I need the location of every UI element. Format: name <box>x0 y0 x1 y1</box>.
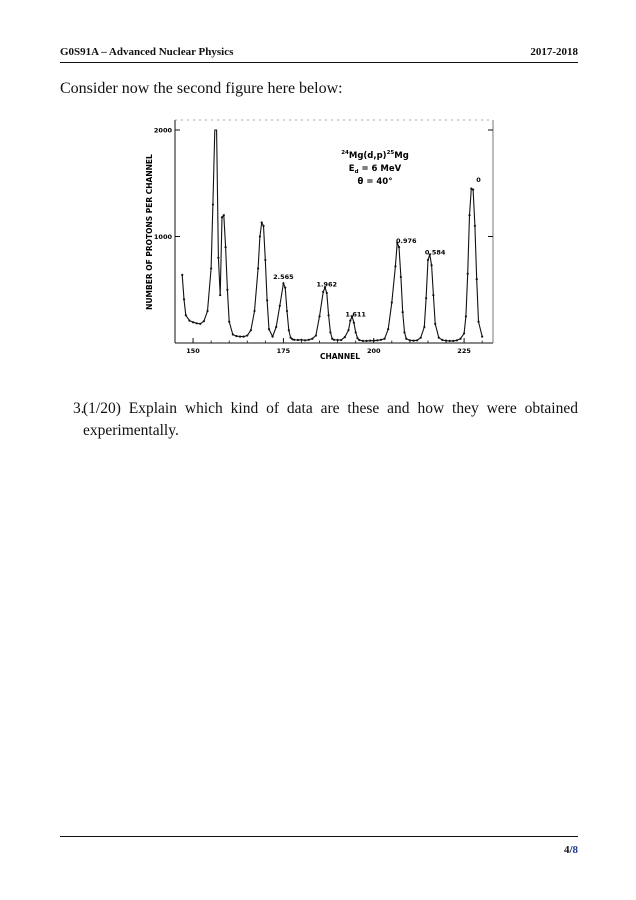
data-point <box>477 321 479 323</box>
data-point <box>188 320 190 322</box>
data-point <box>199 323 201 325</box>
data-point <box>476 278 478 280</box>
data-point <box>275 326 277 328</box>
page-total-link[interactable]: 8 <box>572 844 578 856</box>
peak-label: 0.584 <box>424 248 446 257</box>
x-axis-label: CHANNEL <box>319 352 361 361</box>
question-number: 3. <box>73 400 85 417</box>
data-point <box>329 331 331 333</box>
data-point <box>288 329 290 331</box>
page-header <box>60 44 578 62</box>
data-point <box>472 189 474 191</box>
course-title: G0S91A – Advanced Nuclear Physics <box>60 46 234 58</box>
peak-label: 0.976 <box>395 236 417 245</box>
data-point <box>365 340 367 342</box>
data-point <box>373 340 375 342</box>
footer-rule <box>60 836 578 837</box>
data-point <box>438 337 440 339</box>
data-point <box>246 334 248 336</box>
data-point <box>333 339 335 341</box>
data-point <box>445 340 447 342</box>
data-point <box>212 203 214 205</box>
data-point <box>300 339 302 341</box>
data-point <box>449 340 451 342</box>
peak-label: 0 <box>476 176 481 185</box>
data-point <box>253 310 255 312</box>
page-current: 4/ <box>563 844 573 856</box>
energy-prefix: E <box>348 164 355 174</box>
data-point <box>430 264 432 266</box>
data-point <box>261 222 263 224</box>
data-point <box>206 310 208 312</box>
data-point <box>268 328 270 330</box>
data-point <box>420 337 422 339</box>
data-point <box>224 246 226 248</box>
spectrum-chart <box>130 110 510 380</box>
data-point <box>266 299 268 301</box>
data-point <box>387 328 389 330</box>
peak-label: 1.962 <box>316 280 338 289</box>
reaction-presup: 24 <box>341 150 349 156</box>
reaction-base2: Mg <box>394 151 409 161</box>
question-text: (1/20) Explain which kind of data are these and how they were obtained experimentally. <box>83 400 578 439</box>
data-point <box>243 336 245 338</box>
data-point <box>425 297 427 299</box>
data-point <box>383 338 385 340</box>
data-point <box>337 339 339 341</box>
data-point <box>353 322 355 324</box>
data-point <box>210 267 212 269</box>
data-point <box>349 320 351 322</box>
data-point <box>228 321 230 323</box>
data-point <box>239 336 241 338</box>
data-point <box>308 339 310 341</box>
data-point <box>405 338 407 340</box>
data-point <box>226 289 228 291</box>
reaction-base1: Mg(d,p) <box>348 151 387 161</box>
academic-year: 2017-2018 <box>530 46 578 58</box>
data-point <box>427 259 429 261</box>
data-point <box>400 276 402 278</box>
data-point <box>284 287 286 289</box>
data-point <box>380 339 382 341</box>
reaction-midsup: 25 <box>386 150 395 156</box>
data-point <box>232 333 234 335</box>
data-point <box>402 311 404 313</box>
data-point <box>250 329 252 331</box>
data-point <box>467 273 469 275</box>
x-tick-label-225: 225 <box>457 347 471 355</box>
data-point <box>416 339 418 341</box>
data-point <box>412 340 414 342</box>
data-point <box>181 274 183 276</box>
data-point <box>262 225 264 227</box>
data-point <box>304 339 306 341</box>
peak-label: 2.565 <box>273 273 294 282</box>
data-point <box>235 335 237 337</box>
data-point <box>481 336 483 338</box>
y-tick-label-2000: 2000 <box>153 126 172 135</box>
data-point <box>279 305 281 307</box>
data-point <box>465 315 467 317</box>
data-point <box>318 315 320 317</box>
data-point <box>409 339 411 341</box>
data-point <box>347 329 349 331</box>
peak-label: 1.611 <box>345 310 366 319</box>
data-point <box>391 301 393 303</box>
data-point <box>290 337 292 339</box>
x-tick-label-150: 150 <box>186 347 200 355</box>
data-point <box>293 339 295 341</box>
data-point <box>286 310 288 312</box>
data-point <box>344 336 346 338</box>
data-point <box>468 214 470 216</box>
data-point <box>297 339 299 341</box>
data-point <box>311 338 313 340</box>
data-point <box>322 291 324 293</box>
data-point <box>369 340 371 342</box>
data-point <box>362 340 364 342</box>
data-point <box>376 339 378 341</box>
data-point <box>221 216 223 218</box>
data-point <box>432 294 434 296</box>
data-point <box>326 292 328 294</box>
data-point <box>403 331 405 333</box>
data-point <box>259 235 261 237</box>
data-point <box>257 267 259 269</box>
data-point <box>441 339 443 341</box>
energy-sub: d <box>354 169 359 175</box>
header-rule <box>60 62 578 63</box>
data-point <box>456 339 458 341</box>
reaction-label <box>341 150 409 161</box>
data-point <box>327 314 329 316</box>
y-axis-label: NUMBER OF PROTONS PER CHANNEL <box>145 154 154 310</box>
data-point <box>282 282 284 284</box>
data-point <box>264 259 266 261</box>
data-point <box>315 334 317 336</box>
x-tick-label-200: 200 <box>366 347 381 355</box>
data-point <box>196 322 198 324</box>
data-point <box>340 339 342 341</box>
data-point <box>271 336 273 338</box>
data-point <box>185 314 187 316</box>
angle-label: θ = 40° <box>357 177 393 187</box>
data-point <box>223 214 225 216</box>
data-point <box>192 321 194 323</box>
page-number <box>564 844 578 856</box>
data-point <box>423 326 425 328</box>
intro-text: Consider now the second figure here below: <box>60 80 343 97</box>
data-point <box>356 337 358 339</box>
x-tick-label-175: 175 <box>276 347 291 355</box>
energy-label <box>349 164 402 175</box>
data-point <box>474 225 476 227</box>
data-point <box>452 340 454 342</box>
data-point <box>355 331 357 333</box>
data-point <box>358 339 360 341</box>
y-tick-label-1000: 1000 <box>153 233 172 241</box>
data-point <box>203 320 205 322</box>
data-point <box>394 265 396 267</box>
proton-spectrum-figure <box>130 110 510 380</box>
data-point <box>459 338 461 340</box>
spectrum-series-line <box>182 130 482 341</box>
energy-suffix: = 6 MeV <box>358 164 402 174</box>
data-point <box>217 257 219 259</box>
data-point <box>463 332 465 334</box>
data-point <box>398 246 400 248</box>
data-point <box>219 294 221 296</box>
data-point <box>183 298 185 300</box>
data-point <box>434 323 436 325</box>
